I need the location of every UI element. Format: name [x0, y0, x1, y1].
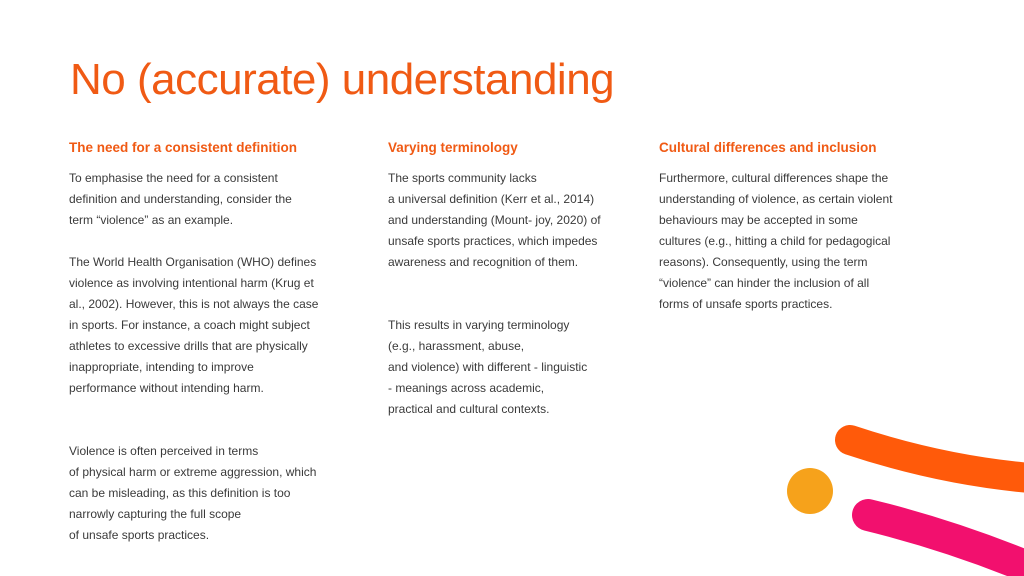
text-line: (e.g., harassment, abuse,	[388, 339, 525, 353]
text-line: of physical harm or extreme aggression, which	[69, 465, 317, 479]
text-line: To emphasise the need for a consistent	[69, 171, 278, 185]
text-line: understanding of violence, as certain violent	[659, 192, 893, 206]
slide-title: No (accurate) understanding	[70, 55, 615, 104]
text-line: athletes to excessive drills that are physically	[69, 339, 308, 353]
text-line: The sports community lacks	[388, 171, 537, 185]
column-heading: Varying terminology	[388, 140, 518, 155]
column-text	[388, 168, 638, 420]
text-line: practical and cultural contexts.	[388, 402, 550, 416]
text-line: “violence” can hinder the inclusion of all	[659, 276, 870, 290]
orange-swoosh	[850, 440, 1024, 478]
column-consistent-definition	[69, 139, 349, 546]
text-line: inappropriate, intending to improve	[69, 360, 254, 374]
text-line: of unsafe sports practices.	[69, 528, 210, 542]
text-line: performance without intending harm.	[69, 381, 264, 395]
text-line: Furthermore, cultural differences shape the	[659, 171, 889, 185]
column-text	[69, 168, 349, 546]
text-line: reasons). Consequently, using the term	[659, 255, 868, 269]
column-text	[659, 168, 919, 315]
text-line: cultures (e.g., hitting a child for pedagogical	[659, 234, 891, 248]
text-line: - meanings across academic,	[388, 381, 545, 395]
text-line: behaviours may be accepted in some	[659, 213, 858, 227]
text-line: and understanding (Mount- joy, 2020) of	[388, 213, 601, 227]
text-line: and violence) with different - linguistic	[388, 360, 588, 374]
blank-line	[388, 273, 638, 294]
column-heading: The need for a consistent definition	[69, 140, 298, 155]
yellow-dot	[787, 468, 833, 514]
blank-line	[69, 399, 349, 420]
text-line: a universal definition (Kerr et al., 2014)	[388, 192, 595, 206]
text-line: definition and understanding, consider the	[69, 192, 292, 206]
blank-line	[69, 420, 349, 441]
text-line: term “violence” as an example.	[69, 213, 234, 227]
text-line: narrowly capturing the full scope	[69, 507, 242, 521]
text-line: The World Health Organisation (WHO) defines	[69, 255, 317, 269]
column-cultural-differences	[659, 139, 919, 315]
blank-line	[388, 294, 638, 315]
pink-swoosh	[868, 515, 1024, 568]
text-line: This results in varying terminology	[388, 318, 570, 332]
text-line: forms of unsafe sports practices.	[659, 297, 833, 311]
column-varying-terminology	[388, 139, 638, 420]
text-line: in sports. For instance, a coach might subject	[69, 318, 310, 332]
text-line: awareness and recognition of them.	[388, 255, 579, 269]
text-line: al., 2002). However, this is not always the case	[69, 297, 319, 311]
text-line: Violence is often perceived in terms	[69, 444, 259, 458]
blank-line	[69, 231, 349, 252]
column-heading: Cultural differences and inclusion	[659, 140, 877, 155]
text-line: can be misleading, as this definition is too	[69, 486, 291, 500]
text-line: unsafe sports practices, which impedes	[388, 234, 598, 248]
text-line: violence as involving intentional harm (Krug et	[69, 276, 314, 290]
